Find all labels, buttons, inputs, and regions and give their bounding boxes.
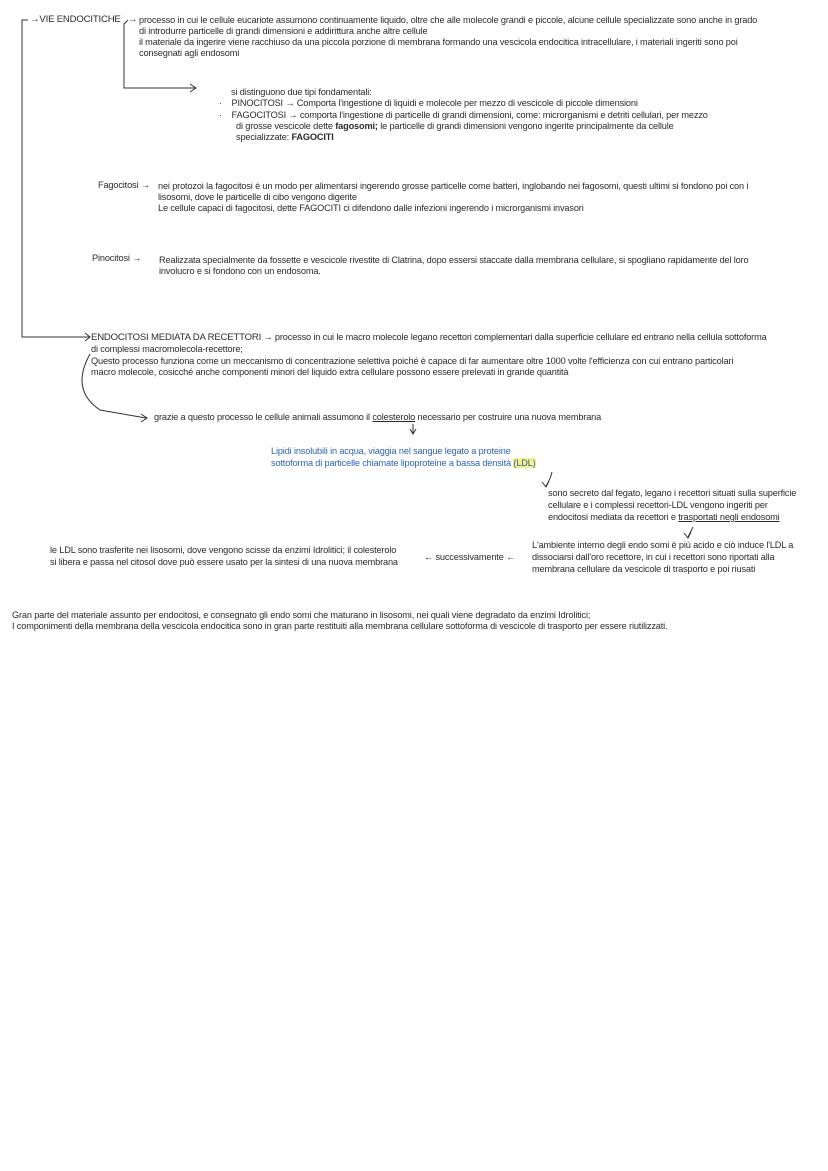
fegato-line-2: cellulare e i complessi recettori-LDL vengono ingeriti per	[548, 500, 768, 510]
pinocitosi-line-1: Realizzata specialmente da fossette e vescicole rivestite di Clatrina, dopo essersi staccate dalla membrana cellulare, si spogliano rapidamente del loro	[159, 255, 749, 265]
intro-line-3: il materiale da ingerire viene racchiuso da una piccola porzione di membrana formando una vescicola endocitica intracellulare, i materiali ingeriti sono poi	[139, 37, 738, 47]
pinocitosi-bullet: · PINOCITOSI → Comporta l'ingestione di liquidi e molecole per mezzo di vescicole di piccole dimensioni	[219, 98, 638, 108]
colesterolo-term: colesterolo	[372, 412, 416, 422]
intro-line-4: consegnati agli endosomi	[139, 48, 240, 58]
ldl-highlight: (LDL)	[513, 458, 536, 468]
recettori-title-line: ENDOCITOSI MEDIATA DA RECETTORI → processo in cui le macro molecole legano recettori complementari dalla superficie cellulare ed entrano nella cellula sottoforma	[91, 332, 767, 343]
lipidi-line-1: Lipidi insolubili in acqua, viaggia nel sangue legato a proteine	[271, 446, 511, 456]
lisosomi-line-2: si libera e passa nel citosol dove può essere usato per la sintesi di una nuova membrana	[50, 557, 398, 567]
ambiente-line-3: membrana cellulare da vescicole di trasporto e poi riusati	[532, 564, 756, 574]
fagociti-term: FAGOCITI	[291, 132, 334, 142]
pinocitosi-line-2: involucro e si fondono con un endosoma.	[159, 266, 321, 276]
recettori-line-3: macro molecole, cosicché anche componenti minori del liquido extra cellulare possono essere prelevati in grande quantità	[91, 367, 569, 377]
colesterolo-line: grazie a questo processo le cellule animali assumono il colesterolo necessario per costruire una nuova membrana	[154, 412, 602, 422]
fagocitosi-label: Fagocitosi →	[98, 180, 150, 190]
types-lead: si distinguono due tipi fondamentali:	[231, 87, 372, 97]
fegato-line-1: sono secreto dal fegato, legano i recettori situati sulla superficie	[548, 488, 797, 498]
recettori-title: ENDOCITOSI MEDIATA DA RECETTORI	[91, 332, 262, 343]
summary-line-2: I componimenti della membrana della vescicola endocitica sono in gran parte restituiti alla membrana cellulare sottoforma di vescicole di trasporto per essere riutilizzati.	[12, 621, 668, 631]
recettori-line-1: di complessi macromolecola-recettore;	[91, 344, 243, 354]
lipidi-line-2: sottoforma di particelle chiamate lipoproteine a bassa densità (LDL)	[271, 458, 536, 468]
fagosomi-term: fagosomi;	[335, 121, 378, 131]
main-bracket-line	[22, 20, 90, 337]
fagocitosi-line-3: Le cellule capaci di fagocitosi, dette FAGOCITI ci difendono dalle infezioni ingerendo i microrganismi invasori	[158, 203, 584, 213]
lisosomi-line-1: le LDL sono trasferite nei lisosomi, dove vengono scisse da enzimi Idrolitici; il colesterolo	[50, 545, 397, 555]
summary-line-1: Gran parte del materiale assunto per endocitosi, e consegnato gli endo somi che maturano in lisosomi, nei quali viene degradato da enzimi Idrolitici;	[12, 610, 591, 620]
fagocitosi-bullet: · FAGOCITOSI → comporta l'ingestione di particelle di grandi dimensioni, come: microrganismi e detriti cellulari, per mezzo	[219, 110, 708, 120]
section-title-vie-endocitiche: →VIE ENDOCITICHE	[30, 14, 121, 25]
fagocitosi-line-1: nei protozoi la fagocitosi è un modo per alimentarsi ingerendo grosse particelle come batteri, inglobando nei fagosomi, questi ultimi si fondono poi con i	[158, 181, 749, 191]
fagocitosi-line-2: lisosomi, dove le particelle di cibo vengono digerite	[158, 192, 357, 202]
pinocitosi-label: Pinocitosi →	[92, 253, 142, 263]
fegato-line-3: endocitosi mediata da recettori e trasportati negli endosomi	[548, 512, 780, 522]
ambiente-line-2: dissociarsi dall'oro recettore, in cui i recettori sono riportati alla	[532, 552, 775, 562]
intro-line-1: processo in cui le cellule eucariote assumono continuamente liquido, oltre che alle molecole grandi e piccole, alcune cellule specializzate sono anche in grado	[139, 15, 758, 25]
fagocitosi-bullet-line-3: specializzate: FAGOCITI	[236, 132, 334, 142]
endosomi-term: trasportati negli endosomi	[678, 512, 780, 522]
ldl-curve	[546, 472, 552, 486]
intro-arrow: →	[128, 14, 138, 24]
fagocitosi-bullet-line-2: di grosse vescicole dette fagosomi; le particelle di grandi dimensioni vengono ingerite principalmente da cellule	[236, 121, 674, 131]
intro-line-2: di introdurre particelle di grandi dimensioni e addirittura anche altre cellule	[139, 26, 428, 36]
successivamente-label: ← successivamente ←	[424, 552, 516, 562]
ambiente-line-1: L'ambiente interno degli endo somi è più acido e ciò induce l'LDL a	[532, 540, 794, 550]
recettori-line-2: Questo processo funziona come un meccanismo di concentrazione selettiva poiché è capace di far aumentare oltre 1000 volte l'efficienza con cui entrano particolari	[91, 356, 734, 366]
